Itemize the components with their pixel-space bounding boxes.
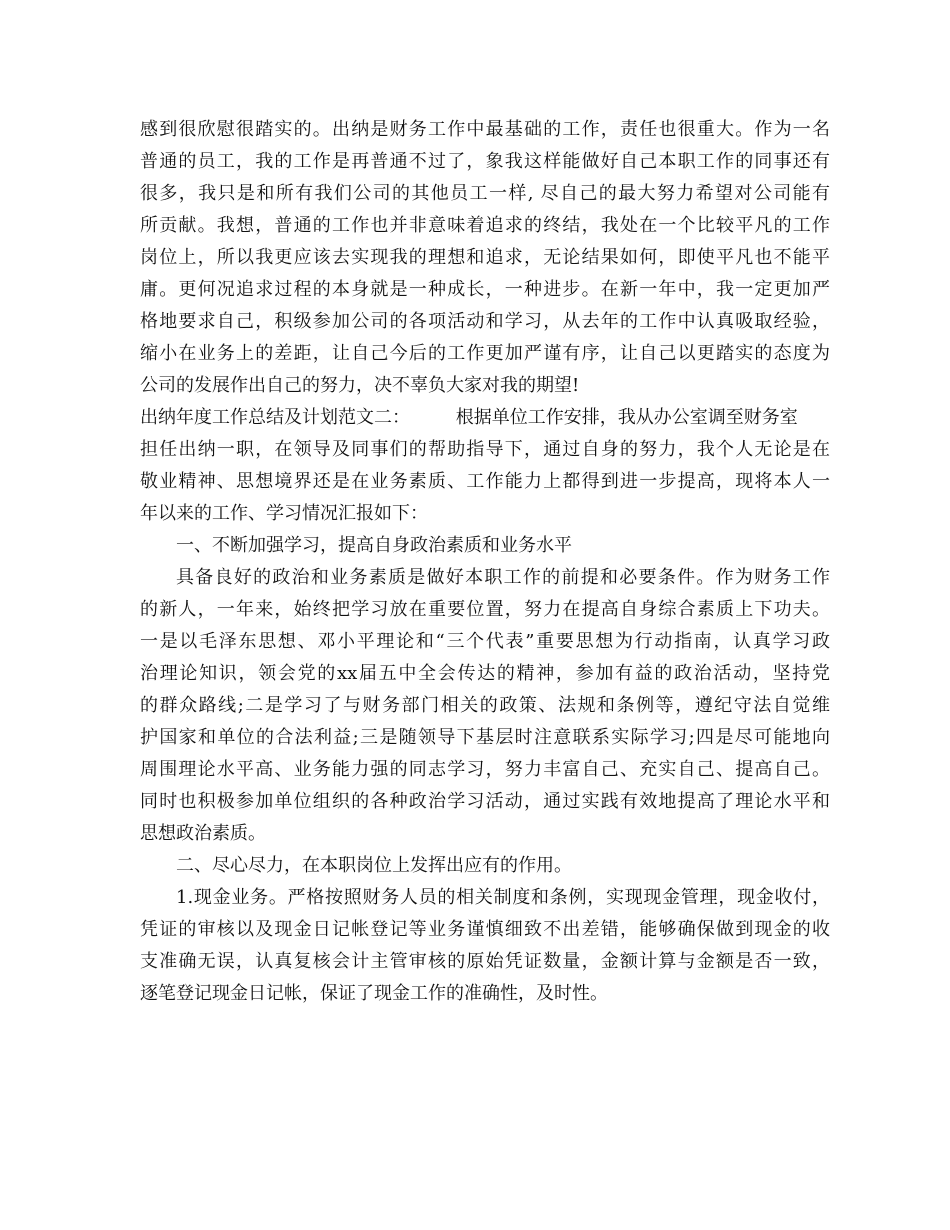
paragraph-line: 年以来的工作、学习情况汇报如下： — [140, 503, 428, 524]
paragraph-line: 普通的员工，我的工作是再普通不过了，象我这样能做好自己本职工作的同事还有 — [140, 151, 830, 172]
paragraph-line: 凭证的审核以及现金日记帐登记等业务谨慎细致不出差错，能够确保做到现金的收 — [140, 919, 830, 940]
paragraph-line: 护国家和单位的合法利益;三是随领导下基层时注意联系实际学习;四是尽可能地向 — [140, 727, 830, 748]
section-heading-line: 出纳年度工作总结及计划范文二： 根据单位工作安排，我从办公室调至财务室 — [140, 407, 798, 428]
paragraph-line: 同时也积极参加单位组织的各种政治学习活动，通过实践有效地提高了理论水平和 — [140, 791, 830, 812]
paragraph-line: 缩小在业务上的差距，让自己今后的工作更加严谨有序，让自己以更踏实的态度为 — [140, 343, 830, 364]
subheading-line: 一、不断加强学习，提高自身政治素质和业务水平 — [176, 535, 572, 556]
paragraph-line: 的新人，一年来，始终把学习放在重要位置，努力在提高自身综合素质上下功夫。 — [140, 599, 830, 620]
paragraph-line: 一是以毛泽东思想、邓小平理论和“三个代表”重要思想为行动指南，认真学习政 — [140, 631, 830, 652]
paragraph-line: 周围理论水平高、业务能力强的同志学习，努力丰富自己、充实自己、提高自己。 — [140, 759, 830, 780]
document-body — [140, 114, 830, 1010]
subheading-line: 二、尽心尽力，在本职岗位上发挥出应有的作用。 — [176, 855, 572, 876]
paragraph-line: 治理论知识，领会党的xx届五中全会传达的精神，参加有益的政治活动，坚持党 — [140, 663, 830, 684]
paragraph-line: 格地要求自己，积级参加公司的各项活动和学习，从去年的工作中认真吸取经验， — [140, 311, 830, 332]
paragraph-line: 所贡献。我想，普通的工作也并非意味着追求的终结，我处在一个比较平凡的工作 — [140, 215, 830, 236]
paragraph-line: 庸。更何况追求过程的本身就是一种成长，一种进步。在新一年中，我一定更加严 — [140, 279, 830, 300]
paragraph-line: 1.现金业务。严格按照财务人员的相关制度和条例，实现现金管理，现金收付， — [176, 887, 830, 908]
paragraph-line: 敬业精神、思想境界还是在业务素质、工作能力上都得到进一步提高，现将本人一 — [140, 471, 830, 492]
paragraph-line: 思想政治素质。 — [140, 823, 266, 844]
paragraph-line: 的群众路线;二是学习了与财务部门相关的政策、法规和条例等，遵纪守法自觉维 — [140, 695, 830, 716]
paragraph-line: 担任出纳一职，在领导及同事们的帮助指导下，通过自身的努力，我个人无论是在 — [140, 439, 830, 460]
paragraph-line: 逐笔登记现金日记帐，保证了现金工作的准确性，及时性。 — [140, 983, 608, 1004]
paragraph-line: 公司的发展作出自己的努力，决不辜负大家对我的期望! — [140, 375, 580, 396]
paragraph-line: 具备良好的政治和业务素质是做好本职工作的前提和必要条件。作为财务工作 — [176, 567, 830, 588]
paragraph-line: 支准确无误，认真复核会计主管审核的原始凭证数量，金额计算与金额是否一致， — [140, 951, 830, 972]
paragraph-line: 岗位上，所以我更应该去实现我的理想和追求，无论结果如何，即使平凡也不能平 — [140, 247, 830, 268]
paragraph-line: 很多，我只是和所有我们公司的其他员工一样, 尽自己的最大努力希望对公司能有 — [140, 183, 830, 204]
paragraph-line: 感到很欣慰很踏实的。出纳是财务工作中最基础的工作，责任也很重大。作为一名 — [140, 119, 830, 140]
